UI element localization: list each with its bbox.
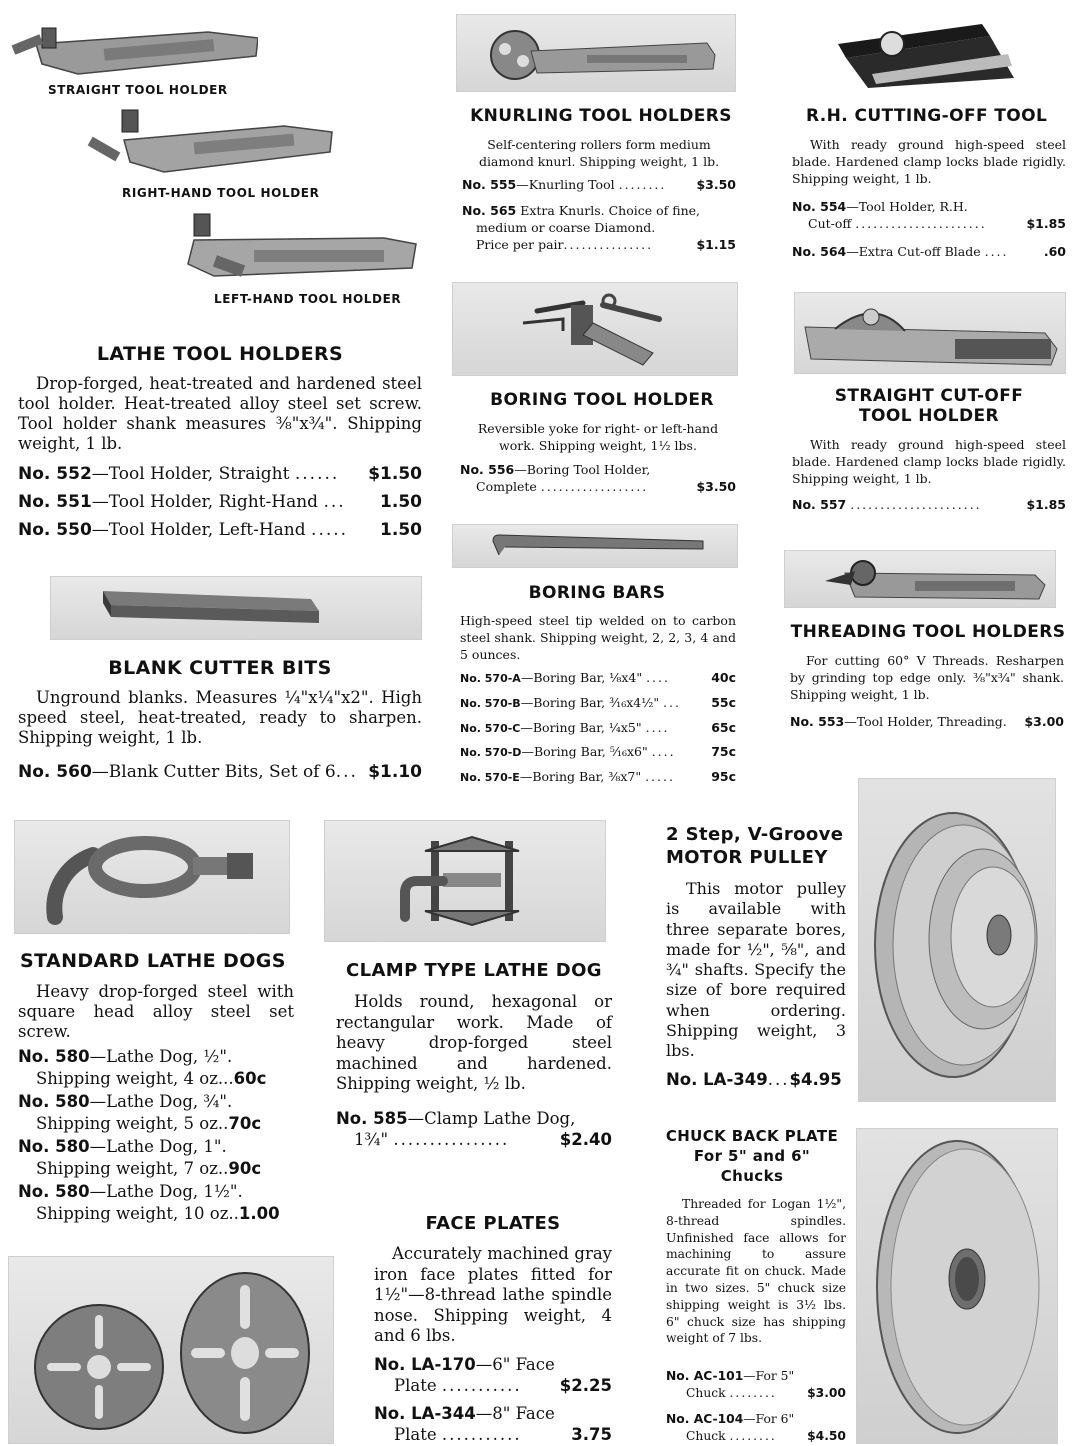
- boring-bars-title: BORING BARS: [528, 583, 666, 603]
- blank-cutter-bits-title: BLANK CUTTER BITS: [108, 657, 332, 679]
- item-row-555: No. 555—Knurling Tool ........ $3.50: [462, 177, 736, 192]
- item-row-570-a: No. 570-A—Boring Bar, ⅛x4" .... 40c: [460, 670, 736, 685]
- item-row-580-one-half: No. 580—Lathe Dog, 1½". Shipping weight, 10 oz..1.00: [18, 1182, 280, 1223]
- threading-tool-holder-image: [784, 550, 1056, 608]
- item-row-551: No. 551—Tool Holder, Right-Hand ... 1.50: [18, 492, 422, 512]
- chuck-back-plate-title-line2: For 5" and 6": [693, 1147, 811, 1165]
- item-row-554: No. 554—Tool Holder, R.H. Cut-off ...................... $1.85: [792, 199, 1066, 231]
- item-row-la-170: No. LA-170—6" Face Plate ........... $2.25: [374, 1355, 612, 1395]
- straight-cut-off-holder-image: [794, 292, 1066, 374]
- motor-pulley-title-line1: 2 Step, V-Groove: [666, 824, 844, 845]
- standard-lathe-dog-image: [14, 820, 290, 934]
- knurling-tool-holders-title: KNURLING TOOL HOLDERS: [470, 106, 732, 126]
- item-row-580-three-quarter: No. 580—Lathe Dog, ¾". Shipping weight, 5 oz..70c: [18, 1092, 262, 1133]
- item-row-550: No. 550—Tool Holder, Left-Hand ..... 1.50: [18, 520, 422, 540]
- motor-pulley-title-line2: MOTOR PULLEY: [666, 847, 828, 868]
- straight-cut-off-title-line2: TOOL HOLDER: [859, 406, 999, 426]
- item-row-la-349: No. LA-349...$4.95: [666, 1070, 842, 1089]
- knurling-desc: Self-centering rollers form medium diamond knurl. Shipping weight, 1 lb.: [478, 137, 720, 169]
- item-row-580-one: No. 580—Lathe Dog, 1". Shipping weight, 7 oz..90c: [18, 1137, 262, 1178]
- item-row-560: No. 560—Blank Cutter Bits, Set of 6... $1.10: [18, 762, 422, 782]
- boring-holder-desc: Reversible yoke for right- or left-hand work. Shipping weight, 1½ lbs.: [477, 421, 719, 453]
- blank-cutter-bits-image: [50, 576, 422, 640]
- blank-cutter-bits-desc: Unground blanks. Measures ¼"x¼"x2". High speed steel, heat-treated, ready to sharpen. Shipping weight, 1 lb.: [18, 688, 422, 747]
- rh-cutting-off-tool-title: R.H. CUTTING-OFF TOOL: [806, 106, 1048, 126]
- item-row-570-d: No. 570-D—Boring Bar, ⁵⁄₁₆x6" .... 75c: [460, 744, 736, 759]
- straight-cut-off-title-line1: STRAIGHT CUT-OFF: [834, 386, 1024, 406]
- item-row-565: No. 565 Extra Knurls. Choice of fine, medium or coarse Diamond. Price per pair............... $1.15: [462, 203, 736, 252]
- item-row-553: No. 553—Tool Holder, Threading. $3.00: [790, 714, 1064, 729]
- knurling-tool-image: [456, 14, 736, 92]
- item-row-557: No. 557 ...................... $1.85: [792, 497, 1066, 512]
- clamp-dog-desc: Holds round, hexagonal or rectangular work. Made of heavy drop-forged steel machined and hardened. Shipping weight, ½ lb.: [336, 992, 612, 1093]
- item-row-556: No. 556—Boring Tool Holder, Complete .................. $3.50: [460, 462, 736, 494]
- clamp-lathe-dog-image: [324, 820, 606, 942]
- rh-cutoff-desc: With ready ground high-speed steel blade. Hardened clamp locks blade rigidly. Shipping weight, 1 lb.: [792, 137, 1066, 186]
- straight-tool-holder-caption: STRAIGHT TOOL HOLDER: [48, 83, 228, 97]
- chuck-back-plate-desc: Threaded for Logan 1½", 8-thread spindles. Unfinished face allows for machining to assure accurate fit on chuck. Made in two sizes. 5" chuck size shipping weight is 3½ lbs. 6" chuck size has shipping weight of 7 lbs.: [666, 1197, 846, 1346]
- right-hand-tool-holder-image: [84, 104, 334, 176]
- item-row-ac-104: No. AC-104—For 6" Chuck ........ $4.50: [666, 1412, 846, 1443]
- lathe-tool-holders-title: LATHE TOOL HOLDERS: [96, 343, 344, 365]
- threading-desc: For cutting 60° V Threads. Resharpen by grinding top edge only. ⅜"x¾" shank. Shipping weight, 1 lb.: [790, 653, 1064, 702]
- chuck-back-plate-title-line1: CHUCK BACK PLATE: [665, 1127, 839, 1145]
- item-row-585: No. 585—Clamp Lathe Dog, 1¾" ................ $2.40: [336, 1109, 612, 1149]
- left-hand-tool-holder-caption: LEFT-HAND TOOL HOLDER: [214, 292, 402, 306]
- item-row-552: No. 552—Tool Holder, Straight ...... $1.50: [18, 464, 422, 484]
- rh-cutting-off-tool-image: [832, 14, 1018, 90]
- item-row-ac-101: No. AC-101—For 5" Chuck ........ $3.00: [666, 1369, 846, 1400]
- motor-pulley-image: [858, 778, 1056, 1102]
- item-row-564: No. 564—Extra Cut-off Blade .... .60: [792, 244, 1066, 259]
- threading-tool-holders-title: THREADING TOOL HOLDERS: [790, 622, 1066, 642]
- chuck-back-plate-image: [856, 1128, 1058, 1444]
- standard-lathe-dogs-title: STANDARD LATHE DOGS: [20, 950, 286, 972]
- item-row-570-c: No. 570-C—Boring Bar, ¼x5" .... 65c: [460, 720, 736, 735]
- right-hand-tool-holder-caption: RIGHT-HAND TOOL HOLDER: [122, 186, 320, 200]
- face-plates-image: [8, 1256, 334, 1444]
- lathe-tool-holders-desc: Drop-forged, heat-treated and hardened steel tool holder. Heat-treated alloy steel set screw. Tool holder shank measures ⅜"x¾". Shipping weight, 1 lb.: [18, 374, 422, 453]
- item-row-570-b: No. 570-B—Boring Bar, ³⁄₁₆x4½" ... 55c: [460, 695, 736, 710]
- face-plates-title: FACE PLATES: [425, 1213, 561, 1234]
- chuck-back-plate-title-line3: Chucks: [720, 1167, 784, 1185]
- clamp-type-lathe-dog-title: CLAMP TYPE LATHE DOG: [346, 960, 602, 981]
- boring-bar-image: [452, 524, 738, 568]
- boring-tool-holder-image: [452, 282, 738, 376]
- item-row-580-half: No. 580—Lathe Dog, ½". Shipping weight, 4 oz...60c: [18, 1047, 267, 1088]
- standard-lathe-dogs-desc: Heavy drop-forged steel with square head alloy steel set screw.: [18, 982, 294, 1041]
- boring-tool-holder-title: BORING TOOL HOLDER: [490, 390, 714, 410]
- item-row-la-344: No. LA-344—8" Face Plate ........... 3.75: [374, 1404, 612, 1444]
- straight-cutoff-desc: With ready ground high-speed steel blade. Hardened clamp locks blade rigidly. Shipping weight, 1 lb.: [792, 437, 1066, 486]
- item-row-570-e: No. 570-E—Boring Bar, ⅜x7" ..... 95c: [460, 769, 736, 784]
- left-hand-tool-holder-image: [154, 210, 424, 280]
- boring-bars-desc: High-speed steel tip welded on to carbon steel shank. Shipping weight, 2, 2, 3, 4 and 5 ounces.: [460, 613, 736, 662]
- face-plates-desc: Accurately machined gray iron face plates fitted for 1½"—8-thread lathe spindle nose. Shipping weight, 4 and 6 lbs.: [374, 1244, 612, 1345]
- straight-tool-holder-image: [8, 14, 258, 76]
- motor-pulley-desc: This motor pulley is available with three separate bores, made for ½", ⅝", and ¾" shafts. Specify the size of bore required when ordering. Shipping weight, 3 lbs.: [666, 879, 846, 1061]
